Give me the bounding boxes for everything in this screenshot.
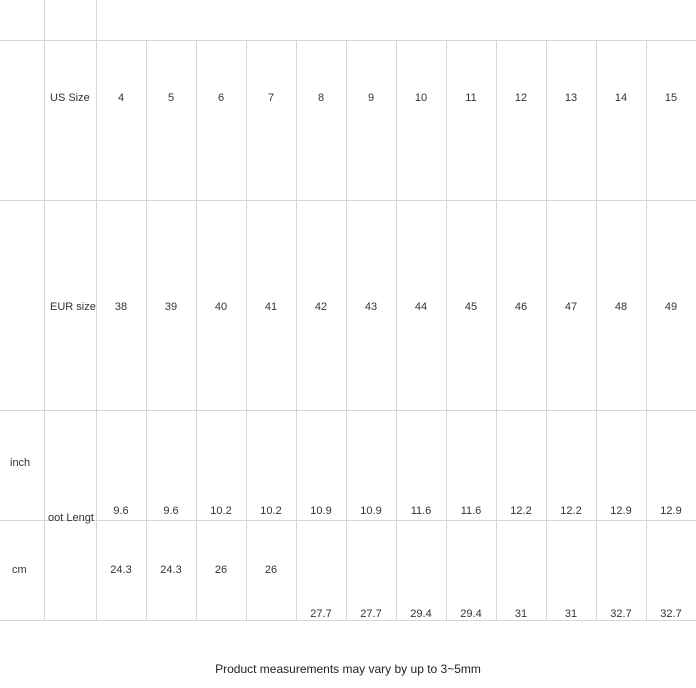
cell-us-2: 6	[217, 92, 225, 104]
table-hline-eur-inch	[0, 410, 696, 411]
cell-eur-0: 38	[114, 301, 128, 313]
table-hline-bottom	[0, 620, 696, 621]
cell-eur-2: 40	[214, 301, 228, 313]
cell-cm-1: 24.3	[160, 564, 182, 576]
table-vline-6	[346, 40, 347, 620]
cell-inch-10: 12.9	[610, 505, 632, 517]
cell-inch-11: 12.9	[660, 505, 682, 517]
cell-eur-11: 49	[664, 301, 678, 313]
cell-eur-1: 39	[164, 301, 178, 313]
cell-us-11: 15	[664, 92, 678, 104]
cell-cm-0: 24.3	[110, 564, 132, 576]
table-vline-9	[496, 40, 497, 620]
cell-cm-2: 26	[214, 564, 228, 576]
table-vline-5	[296, 40, 297, 620]
cell-us-10: 14	[614, 92, 628, 104]
cell-cm-8: 31	[514, 608, 528, 620]
cell-cm-6: 29.4	[410, 608, 432, 620]
cell-us-3: 7	[267, 92, 275, 104]
cell-eur-8: 46	[514, 301, 528, 313]
table-vline-8	[446, 40, 447, 620]
cell-inch-9: 12.2	[560, 505, 582, 517]
cell-us-0: 4	[117, 92, 125, 104]
cell-us-9: 13	[564, 92, 578, 104]
cell-cm-7: 29.4	[460, 608, 482, 620]
table-vline-12	[646, 40, 647, 620]
cell-us-4: 8	[317, 92, 325, 104]
cell-eur-7: 45	[464, 301, 478, 313]
row-label-eur-size: EUR size	[50, 301, 96, 313]
cell-inch-2: 10.2	[210, 505, 232, 517]
cell-inch-7: 11.6	[460, 505, 482, 517]
cell-eur-5: 43	[364, 301, 378, 313]
table-vline-0	[44, 0, 45, 620]
cell-cm-9: 31	[564, 608, 578, 620]
table-vline-4	[246, 40, 247, 620]
cell-inch-0: 9.6	[113, 505, 129, 517]
cell-inch-4: 10.9	[310, 505, 332, 517]
table-vline-2	[146, 40, 147, 620]
cell-inch-1: 9.6	[163, 505, 179, 517]
row-label-us-size: US Size	[50, 92, 90, 104]
cell-cm-3: 26	[264, 564, 278, 576]
cell-us-8: 12	[514, 92, 528, 104]
cell-us-5: 9	[367, 92, 375, 104]
cell-us-1: 5	[167, 92, 175, 104]
row-label-inch: inch	[10, 457, 31, 469]
table-vline-7	[396, 40, 397, 620]
table-vline-3	[196, 40, 197, 620]
cell-eur-3: 41	[264, 301, 278, 313]
table-hline-top	[0, 40, 696, 41]
cell-us-7: 11	[465, 92, 477, 104]
cell-us-6: 10	[414, 92, 428, 104]
cell-eur-9: 47	[564, 301, 578, 313]
table-hline-us-eur	[0, 200, 696, 201]
cell-eur-10: 48	[614, 301, 628, 313]
row-label-cm: cm	[12, 564, 27, 576]
row-label-foot-length: oot Lengt	[48, 512, 94, 524]
cell-eur-6: 44	[414, 301, 428, 313]
cell-inch-8: 12.2	[510, 505, 532, 517]
cell-cm-11: 32.7	[660, 608, 682, 620]
table-vline-11	[596, 40, 597, 620]
cell-inch-6: 11.6	[410, 505, 432, 517]
table-vline-10	[546, 40, 547, 620]
cell-cm-5: 27.7	[360, 608, 382, 620]
cell-cm-10: 32.7	[610, 608, 632, 620]
table-hline-inch-cm	[0, 520, 696, 521]
cell-inch-5: 10.9	[360, 505, 382, 517]
measurement-note: Product measurements may vary by up to 3~5mm	[215, 662, 481, 676]
cell-inch-3: 10.2	[260, 505, 282, 517]
cell-eur-4: 42	[314, 301, 328, 313]
cell-cm-4: 27.7	[310, 608, 332, 620]
